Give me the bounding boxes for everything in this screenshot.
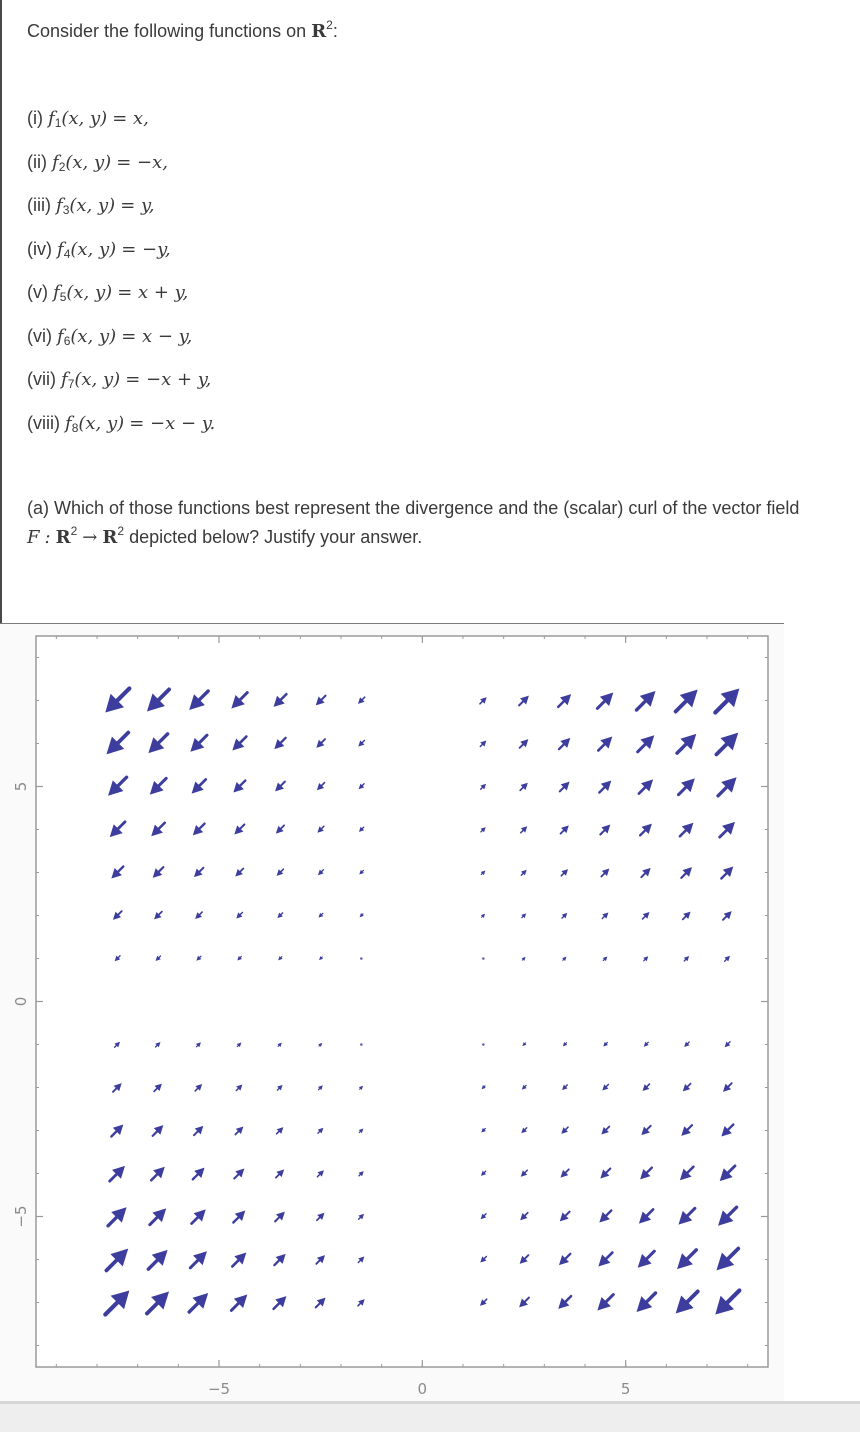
function-expression: = x − y,: [121, 325, 193, 347]
y-tick-label: 5: [12, 781, 30, 792]
function-name: f: [57, 238, 64, 260]
vector-arrow-shaft: [322, 957, 323, 958]
question-rest: depicted below? Justify your answer.: [129, 527, 423, 547]
function-name: f: [65, 412, 72, 434]
function-name: f: [48, 108, 55, 129]
x-tick-label: 0: [417, 1380, 428, 1398]
vector-arrow-shaft: [200, 956, 201, 957]
function-args: (x, y): [70, 238, 117, 260]
vector-arrow: [482, 1043, 485, 1046]
function-expression: = −x − y.: [129, 412, 216, 434]
maps-to-arrow: →: [82, 527, 98, 548]
function-label: (vii): [27, 369, 56, 389]
function-index: 8: [71, 420, 79, 435]
vector-arrow-shaft: [522, 960, 523, 961]
function-expression: = x + y,: [117, 282, 189, 303]
function-index: 3: [62, 203, 70, 217]
vector-arrow: [360, 957, 363, 960]
x-tick-label: 5: [620, 1380, 631, 1398]
function-name: f: [52, 151, 59, 173]
vector-arrow-shaft: [237, 1046, 238, 1047]
vector-arrow-shaft: [606, 1042, 607, 1043]
function-name: f: [57, 325, 64, 347]
domain-symbol: R: [55, 527, 71, 548]
vector-arrow-shaft: [647, 1042, 648, 1043]
function-expression: = −x + y,: [125, 369, 212, 390]
vector-arrow-shaft: [482, 917, 483, 918]
function-args: (x, y): [69, 195, 116, 216]
vector-arrow-shaft: [563, 960, 564, 961]
function-label: (i): [27, 108, 43, 128]
x-tick-label: −5: [207, 1380, 231, 1398]
field-symbol: F: [27, 527, 40, 548]
vector-arrow-shaft: [196, 1046, 197, 1047]
vector-arrow-shaft: [359, 1132, 360, 1133]
vector-arrow-shaft: [362, 914, 363, 915]
domain-exponent: 2: [70, 524, 78, 538]
vector-arrow-shaft: [240, 956, 241, 957]
vector-arrow-shaft: [566, 1043, 567, 1044]
question-line-1: (a) Which of those functions best represent the divergence and the (scalar) curl of the vector field: [27, 498, 800, 518]
function-index: 5: [59, 290, 67, 304]
vector-arrow-shaft: [603, 960, 604, 961]
codomain-exponent: 2: [117, 524, 125, 538]
bottom-band: [0, 1404, 860, 1432]
function-name: f: [61, 369, 68, 390]
vector-arrow-shaft: [319, 1089, 320, 1090]
function-name: f: [53, 282, 60, 303]
function-label: (vi): [27, 325, 52, 346]
function-label: (v): [27, 282, 48, 302]
y-tick-label: −5: [12, 1205, 30, 1228]
vector-arrow-shaft: [281, 957, 282, 958]
function-index: 1: [54, 116, 62, 130]
vector-arrow-shaft: [278, 1046, 279, 1047]
codomain-symbol: R: [102, 527, 118, 548]
function-index: 6: [63, 333, 71, 348]
function-label: (iv): [27, 238, 52, 259]
vector-arrow: [482, 957, 485, 960]
vector-arrow-shaft: [644, 960, 645, 961]
function-name: f: [56, 195, 63, 216]
intro-exponent: 2: [326, 18, 333, 32]
vector-arrow-shaft: [360, 1089, 361, 1090]
function-index: 4: [63, 246, 71, 261]
function-args: (x, y): [78, 412, 125, 434]
y-tick-label: 0: [12, 996, 30, 1007]
function-expression: = −y,: [121, 238, 171, 260]
field-colon: :: [44, 527, 51, 548]
vector-arrow-shaft: [322, 913, 323, 914]
function-expression: = x,: [112, 108, 149, 129]
vector-arrow-shaft: [525, 1085, 526, 1086]
vector-arrow-shaft: [525, 1043, 526, 1044]
plot-axes-box: [36, 636, 768, 1367]
vector-arrow-shaft: [319, 1046, 320, 1047]
function-args: (x, y): [70, 325, 117, 347]
function-expression: = y,: [120, 195, 155, 216]
vector-arrow-shaft: [484, 1086, 485, 1087]
intro-space-symbol: R: [311, 21, 327, 42]
function-args: (x, y): [65, 151, 112, 173]
vector-arrow-shaft: [484, 1128, 485, 1129]
intro-text: Consider the following functions on: [27, 21, 307, 41]
function-args: (x, y): [74, 369, 121, 390]
function-expression: = −x,: [116, 151, 168, 173]
vector-arrow: [360, 1043, 363, 1046]
vector-arrow-shaft: [522, 917, 523, 918]
vector-arrow-shaft: [362, 870, 363, 871]
function-index: 7: [67, 377, 75, 391]
function-args: (x, y): [66, 282, 113, 303]
intro-suffix: :: [332, 21, 338, 41]
function-label: (iii): [27, 195, 51, 215]
vector-arrow-shaft: [481, 874, 482, 875]
function-label: (viii): [27, 412, 60, 433]
function-args: (x, y): [61, 108, 108, 129]
function-label: (ii): [27, 151, 47, 172]
function-index: 2: [58, 159, 66, 174]
